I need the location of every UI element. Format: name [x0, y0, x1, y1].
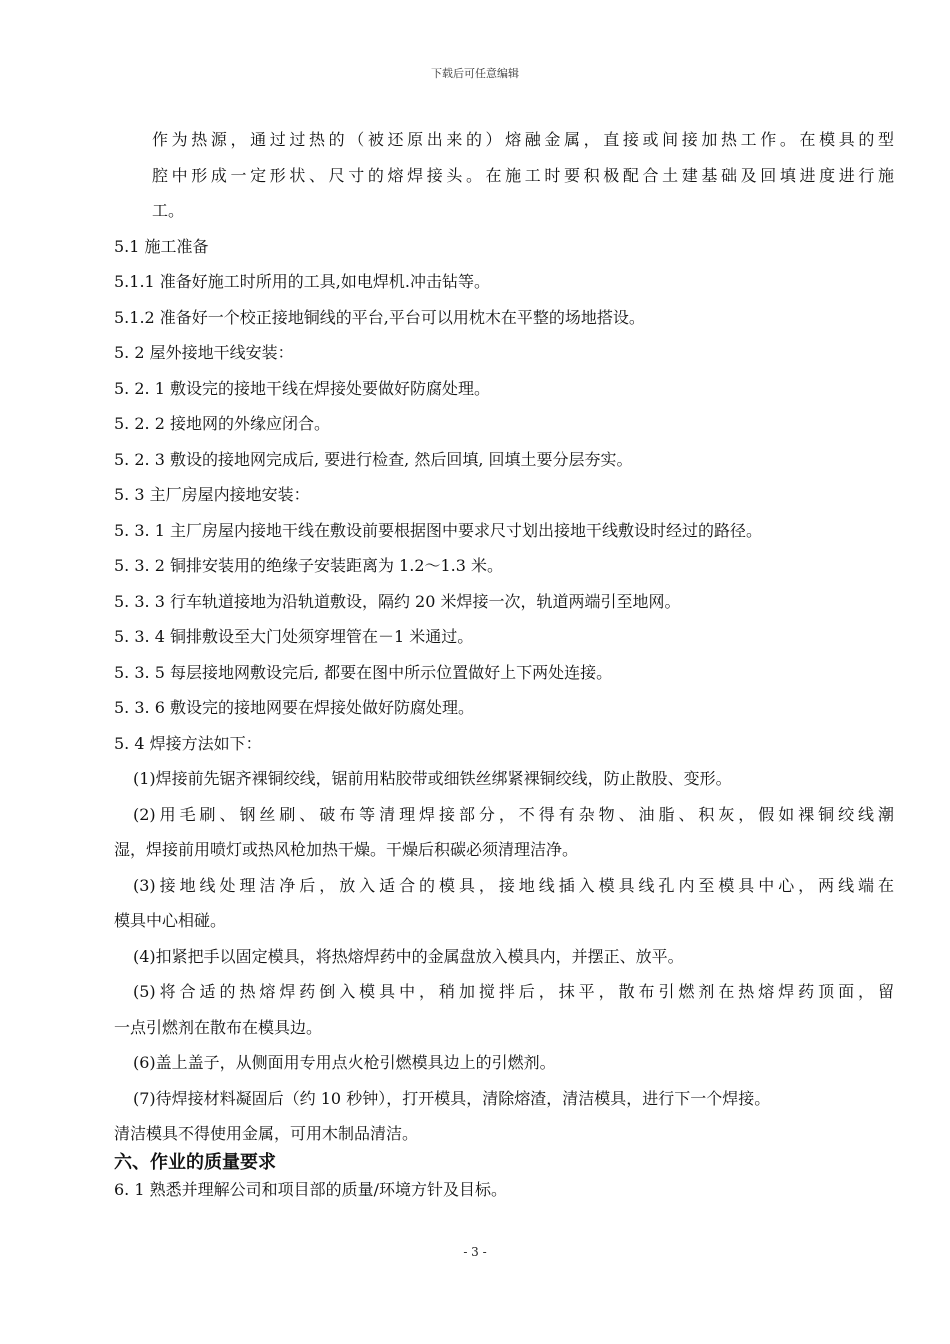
- intro-line-3: 工。: [152, 201, 185, 220]
- step-5-line-1: (5)将合适的热熔焊药倒入模具中，稍加搅拌后，抹平，散布引燃剂在热熔焊药顶面，留: [133, 982, 894, 1001]
- section-6-heading: 六、作业的质量要求: [114, 1151, 276, 1173]
- item-5-3-4: 5. 3. 4 铜排敷设至大门处须穿埋管在－1 米通过。: [114, 627, 474, 646]
- item-5-3-1: 5. 3. 1 主厂房屋内接地干线在敷设前要根据图中要求尺寸划出接地干线敷设时经过的路径。: [114, 520, 762, 540]
- intro-line-2: 腔中形成一定形状、尺寸的熔焊接头。在施工时要积极配合土建基础及回填进度进行施: [152, 165, 894, 185]
- step-3-line-1: (3)接地线处理洁净后，放入适合的模具，接地线插入模具线孔内至模具中心，两线端在: [133, 875, 894, 895]
- item-5-1-2: 5.1.2 准备好一个校正接地铜线的平台,平台可以用枕木在平整的场地搭设。: [114, 307, 645, 327]
- item-6-1: 6. 1 熟悉并理解公司和项目部的质量/环境方针及目标。: [114, 1179, 508, 1199]
- item-5-1-1: 5.1.1 准备好施工时所用的工具,如电焊机.冲击钻等。: [114, 272, 490, 291]
- page-number: - 3 -: [463, 1245, 487, 1259]
- step-2-line-1: (2)用毛刷、钢丝刷、破布等清理焊接部分，不得有杂物、油脂、积灰，假如裸铜绞线潮: [133, 804, 894, 824]
- item-5-2-1: 5. 2. 1 敷设完的接地干线在焊接处要做好防腐处理。: [114, 378, 490, 398]
- page-header-note: 下载后可任意编辑: [431, 67, 519, 80]
- step-2-line-2: 湿，焊接前用喷灯或热风枪加热干燥。干燥后积碳必须清理洁净。: [114, 840, 579, 859]
- section-5-2: 5. 2 屋外接地干线安装：: [114, 343, 294, 362]
- step-7-line-2: 清洁模具不得使用金属，可用木制品清洁。: [114, 1124, 419, 1143]
- step-3-line-2: 模具中心相碰。: [114, 911, 227, 930]
- section-5-4: 5. 4 焊接方法如下：: [114, 733, 262, 753]
- section-5-3: 5. 3 主厂房屋内接地安装：: [114, 485, 310, 504]
- step-7-line-1: (7)待焊接材料凝固后（约 10 秒钟），打开模具，清除熔渣，清洁模具，进行下一个焊接。: [133, 1088, 771, 1108]
- step-6: (6)盖上盖子，从侧面用专用点火枪引燃模具边上的引燃剂。: [133, 1053, 556, 1072]
- item-5-2-3: 5. 2. 3 敷设的接地网完成后, 要进行检查, 然后回填, 回填土要分层夯实。: [114, 449, 633, 469]
- document-body: [114, 122, 894, 1203]
- step-5-line-2: 一点引燃剂在散布在模具边。: [114, 1017, 323, 1037]
- step-1: (1)焊接前先锯齐裸铜绞线，锯前用粘胶带或细铁丝绑紧裸铜绞线，防止散股、变形。: [133, 769, 732, 788]
- section-5-1: 5.1 施工准备: [114, 236, 209, 256]
- step-4: (4)扣紧把手以固定模具，将热熔焊药中的金属盘放入模具内，并摆正、放平。: [133, 946, 684, 966]
- item-5-3-5: 5. 3. 5 每层接地网敷设完后, 都要在图中所示位置做好上下两处连接。: [114, 662, 613, 682]
- item-5-3-2: 5. 3. 2 铜排安装用的绝缘子安装距离为 1.2～1.3 米。: [114, 556, 504, 575]
- intro-line-1: 作为热源，通过过热的（被还原出来的）熔融金属，直接或间接加热工作。在模具的型: [152, 130, 894, 149]
- item-5-3-3: 5. 3. 3 行车轨道接地为沿轨道敷设，隔约 20 米焊接一次，轨道两端引至地网。: [114, 591, 681, 611]
- item-5-3-6: 5. 3. 6 敷设完的接地网要在焊接处做好防腐处理。: [114, 698, 474, 717]
- item-5-2-2: 5. 2. 2 接地网的外缘应闭合。: [114, 414, 330, 433]
